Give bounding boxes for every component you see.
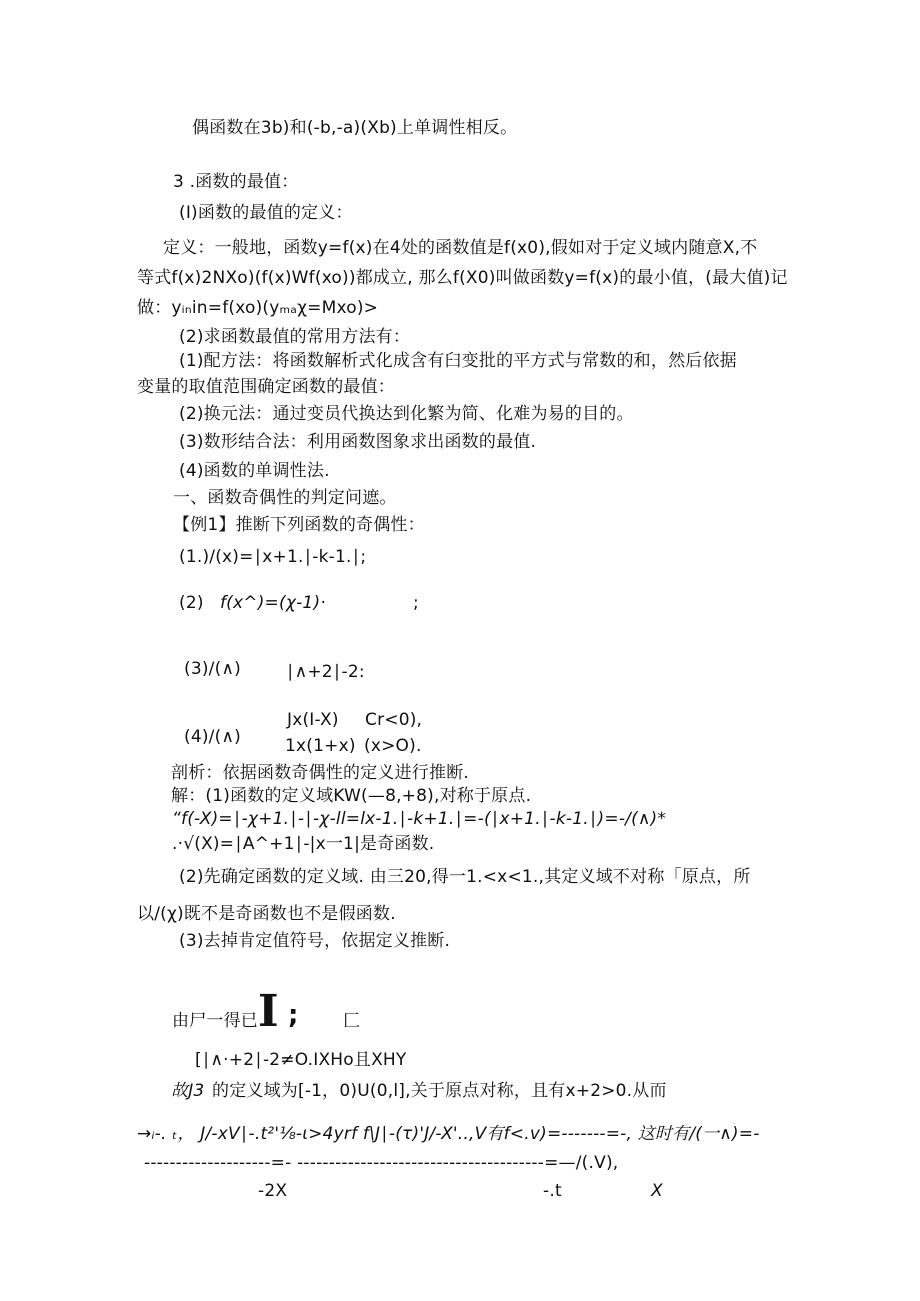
example-heading: 【例1】推断下列函数的奇偶性： [173, 515, 425, 535]
formula-punct: ; [413, 593, 419, 613]
formula-line: “f(-X)=∣-χ+1.∣-∣-χ-ll=lx-1.∣-k+1.∣=-(∣x+1.∣-k-1.∣)=-∕(∧)* [172, 809, 667, 829]
text-line: (3)数形结合法：利用函数图象求出函数的最值. [179, 432, 537, 452]
section-heading: 3 .函数的最值： [173, 172, 299, 192]
text-line: 定义：一般地，函数y=f(x)在4处的函数值是f(x0),假如对于定义域内随意X,不 [163, 238, 758, 258]
denominator: -2X [258, 1181, 288, 1201]
denominator: -.t [543, 1181, 562, 1201]
text-line: 以/(χ)既不是奇函数也不是假函数. [137, 904, 396, 924]
section-heading: 一、函数奇偶性的判定问遮。 [173, 488, 397, 508]
subsection-heading: (2)求函数最值的常用方法有： [179, 327, 411, 347]
text-line: (2)换元法：通过变员代换达到化繁为简、化难为易的目的。 [179, 404, 634, 424]
text-line: 做：yᵢₙin=f(xo)(yₘₐχ=Mxo)> [137, 298, 379, 318]
text-line: (1)配方法：将函数解析式化成含有臼变批的平方式与常数的和，然后依据 [179, 351, 737, 371]
formula-line: ∣∧+2∣-2: [286, 662, 365, 682]
fraction-bar-line: --------------------=- ---------------------------------------=—/(.V), [144, 1153, 619, 1173]
bracket-symbol: 匚 [343, 1011, 361, 1031]
formula-line: [∣∧·+2∣-2≠O.IXHo且XHY [195, 1050, 407, 1070]
formula-label: 故J3 [171, 1081, 205, 1101]
formula-line: .·√(X)=∣A^+1∣-|x一1|是奇函数. [172, 834, 435, 854]
formula-label: (3)/(∧) [184, 659, 241, 679]
formula-line: f(x^)=(χ-1)· [220, 593, 326, 613]
text-line: 由尸一得已 [172, 1011, 258, 1031]
text-line: 偶函数在3b)和(-b,-a)(Xb)上单调性相反。 [192, 118, 518, 138]
formula-piece: (x>O). [364, 736, 422, 756]
text-line: 剖析：依据函数奇偶性的定义进行推断. [171, 763, 470, 783]
subsection-heading: (I)函数的最值的定义： [179, 203, 353, 223]
text-line: 解：(1)函数的定义域KW(—8,+8),对称于原点. [171, 786, 532, 806]
formula-piece: Cr<0), [365, 710, 423, 730]
text-line: (4)函数的单调性法. [179, 461, 330, 481]
large-symbol: I [258, 986, 279, 1037]
formula-piece: 1x(1+x) [285, 736, 356, 756]
formula-label: (2) [179, 593, 204, 613]
text-line: (3)去掉肯定值符号，依据定义推断. [179, 931, 451, 951]
text-line: 的定义域为[-1，0)U(0,l],关于原点对称，且有x+2>0.从而 [212, 1081, 667, 1101]
text-line: (2)先确定函数的定义域. 由三20,得一1.<x<1.,其定义域不对称「原点，所 [179, 867, 751, 887]
formula-line: (1.)/(x)=∣x+1.∣-k-1.∣; [179, 547, 367, 567]
text-line: 等式f(x)2NXo)(f(x)Wf(xo))都成立, 那么f(X0)叫做函数y=f(x)的最小值，(最大值)记 [137, 268, 788, 288]
formula-label: (4)/(∧) [184, 727, 241, 747]
text-line: 变量的取值范围确定函数的最值： [137, 377, 395, 397]
formula-line: →ᵢ-. ₜ， J/-xV∣-.t²'⅛-ι>4yrf f\J∣-(τ)'J/-X'..,V有f<.v)=-------=-, 这时有/(一∧)=- [137, 1124, 760, 1144]
large-symbol: ; [288, 1000, 299, 1030]
formula-piece: Jx(I-X) [287, 710, 339, 730]
denominator: X [651, 1181, 663, 1201]
